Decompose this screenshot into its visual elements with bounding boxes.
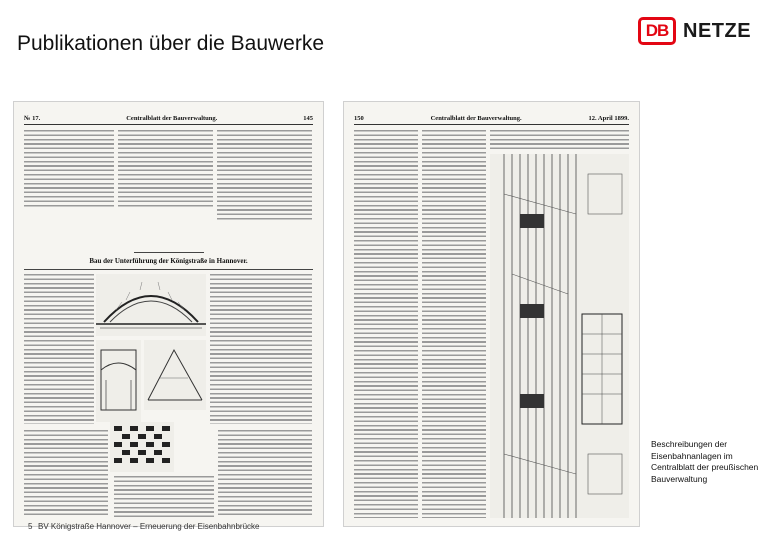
page-number: 5 — [28, 522, 33, 531]
left-text-col-1-top — [24, 130, 114, 208]
scan-right-page — [344, 102, 639, 526]
scan-left-page — [14, 102, 323, 526]
station-track-plan-drawing — [490, 154, 629, 518]
right-journal-name: Centralblatt der Bauverwaltung. — [430, 115, 522, 122]
section-detail-figure — [96, 340, 141, 422]
left-title-rule — [24, 269, 313, 270]
plan-detail-figure — [144, 340, 206, 410]
left-text-bottom-3 — [218, 430, 312, 518]
db-logo-mark: DB — [638, 17, 676, 45]
arch-elevation-drawing — [96, 274, 206, 336]
right-text-col-1 — [354, 130, 418, 518]
masonry-pattern-drawing — [110, 422, 174, 472]
right-text-col-3-top — [490, 130, 629, 152]
left-text-col-3-top — [217, 130, 312, 222]
station-track-plan-figure — [490, 154, 629, 518]
masonry-pattern-figure — [110, 422, 174, 472]
slide-title: Publikationen über die Bauwerke — [17, 32, 325, 55]
arch-elevation-figure — [96, 274, 206, 336]
left-journal-name: Centralblatt der Bauverwaltung. — [126, 115, 218, 122]
left-text-bottom-2 — [114, 476, 214, 518]
left-text-col-3 — [210, 274, 312, 424]
left-page-number: 145 — [303, 115, 313, 122]
left-running-head — [24, 115, 313, 125]
left-article-title: Bau der Unterführung der Königstraße in Hannover. — [89, 257, 248, 265]
left-issue-number: № 17. — [24, 115, 41, 122]
footer-text: BV Königstraße Hannover – Erneuerung der Eisenbahnbrücke — [38, 522, 260, 531]
netze-wordmark: NETZE — [683, 19, 752, 42]
side-note: Beschreibungen der Eisenbahnanlagen im Centralblatt der preußischen Bauverwaltung — [651, 439, 759, 484]
left-text-col-2-top — [118, 130, 213, 208]
right-issue-date: 12. April 1899. — [588, 115, 629, 122]
left-text-bottom-1 — [24, 430, 108, 518]
right-page-number: 150 — [354, 115, 364, 122]
plan-detail-drawing — [144, 340, 206, 410]
left-separator-rule — [134, 252, 204, 253]
left-text-col-1 — [24, 274, 94, 424]
right-running-head — [354, 115, 629, 125]
db-netze-logo — [638, 17, 751, 45]
section-detail-drawing — [96, 340, 141, 422]
right-text-col-2 — [422, 130, 486, 518]
